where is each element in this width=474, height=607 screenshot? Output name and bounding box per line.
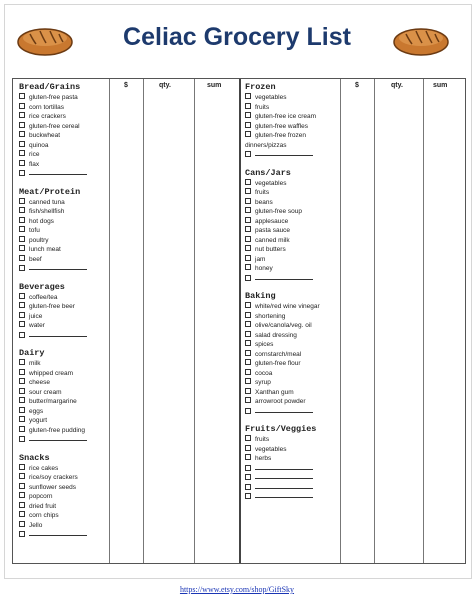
item-label: syrup: [255, 379, 271, 386]
section-fruits-veggies: [245, 424, 320, 502]
column-divider: [109, 79, 110, 563]
checkbox[interactable]: [245, 179, 251, 185]
list-item: [245, 321, 320, 331]
checkbox[interactable]: [245, 397, 251, 403]
list-item: [245, 103, 320, 113]
checkbox[interactable]: [245, 435, 251, 441]
column-divider: [194, 79, 195, 563]
item-label: gluten-free ice cream: [255, 113, 317, 120]
item-label: rice/soy crackers: [29, 474, 78, 481]
section-title: Frozen: [245, 82, 276, 92]
right-column: [245, 79, 320, 502]
left-column: [19, 79, 87, 540]
column-divider: [340, 79, 341, 563]
checkbox[interactable]: [245, 245, 251, 251]
item-label: canned tuna: [29, 198, 65, 206]
checkbox[interactable]: [19, 150, 25, 156]
list-item: [19, 293, 87, 303]
checkbox[interactable]: [19, 103, 25, 109]
item-label: popcorn: [29, 493, 53, 500]
checkbox[interactable]: [19, 93, 25, 99]
sum-header: sum: [433, 82, 448, 89]
checkbox[interactable]: [19, 511, 25, 517]
list-item: [19, 160, 87, 170]
item-label: dried fruit: [29, 502, 57, 510]
checkbox[interactable]: [245, 151, 251, 157]
list-item: [19, 207, 87, 217]
item-label: sunflower seeds: [29, 483, 76, 491]
section-title: Bread/Grains: [19, 82, 81, 92]
qty-header: qty.: [391, 82, 403, 89]
list-item: [19, 388, 87, 398]
item-label: fruits: [255, 103, 270, 111]
item-label: arrowroot powder: [255, 398, 306, 405]
checkbox[interactable]: [245, 255, 251, 261]
item-label: flax: [29, 160, 40, 168]
list-item: [245, 236, 320, 246]
checkbox[interactable]: [245, 312, 251, 318]
checkbox[interactable]: [245, 112, 251, 118]
item-label: tofu: [29, 227, 40, 234]
checkbox[interactable]: [19, 369, 25, 375]
list-item: [245, 198, 320, 208]
checkbox[interactable]: [19, 464, 25, 470]
section-beverages: [19, 282, 87, 341]
list-item: [245, 331, 320, 341]
checkbox[interactable]: [245, 198, 251, 204]
list-item: [19, 245, 87, 255]
list-item: [245, 340, 320, 350]
section-title: Meat/Protein: [19, 186, 81, 197]
checkbox[interactable]: [245, 226, 251, 232]
list-item: [245, 112, 320, 122]
blank-item: [19, 530, 87, 540]
checkbox[interactable]: [245, 350, 251, 356]
item-label: vegetables: [255, 179, 287, 187]
list-item: [245, 397, 320, 407]
write-in-line[interactable]: [29, 435, 87, 441]
item-label: white/red wine vinegar: [255, 303, 320, 310]
checkbox[interactable]: [245, 359, 251, 365]
list-item: [19, 198, 87, 208]
list-item: [245, 245, 320, 255]
checkbox[interactable]: [245, 445, 251, 451]
item-label: salad dressing: [255, 331, 297, 339]
section-title: Dairy: [19, 348, 45, 358]
checkbox[interactable]: [19, 426, 25, 432]
list-item: [19, 502, 87, 512]
item-label: beef: [29, 255, 42, 263]
item-label: milk: [29, 360, 41, 367]
checkbox[interactable]: [19, 531, 25, 537]
item-label: cocoa: [255, 369, 273, 377]
list-table: [12, 78, 466, 564]
list-item: [245, 93, 320, 103]
price-header: $: [355, 82, 359, 89]
list-item: [19, 416, 87, 426]
item-label: cheese: [29, 379, 50, 386]
list-item: [19, 464, 87, 474]
checkbox[interactable]: [19, 397, 25, 403]
list-item: [245, 312, 320, 322]
checkbox[interactable]: [19, 473, 25, 479]
item-label: beans: [255, 198, 273, 206]
item-label: juice: [29, 312, 43, 320]
blank-item: [19, 331, 87, 341]
checkbox[interactable]: [19, 378, 25, 384]
list-item: [245, 350, 320, 360]
checkbox[interactable]: [19, 255, 25, 261]
section-dairy: [19, 348, 87, 445]
item-label: gluten-free pasta: [29, 94, 78, 101]
checkbox[interactable]: [19, 226, 25, 232]
list-item: [19, 473, 87, 483]
item-label: rice: [29, 151, 40, 158]
list-item: [245, 179, 320, 189]
page-title: Celiac Grocery List: [123, 23, 351, 51]
list-item: [19, 122, 87, 132]
item-label: butter/margarine: [29, 398, 77, 405]
list-item: [245, 131, 320, 141]
section-meat-protein: [19, 187, 87, 274]
list-item: [19, 255, 87, 265]
checkbox[interactable]: [245, 378, 251, 384]
list-item: [19, 397, 87, 407]
blank-item: [245, 464, 320, 474]
list-item: [245, 188, 320, 198]
item-label: cornstarch/meal: [255, 350, 302, 358]
list-item: [19, 492, 87, 502]
list-item: [19, 226, 87, 236]
section-title: Fruits/Veggies: [245, 424, 317, 434]
list-item: [245, 369, 320, 379]
checkbox[interactable]: [19, 160, 25, 166]
item-label: gluten-free beer: [29, 303, 75, 310]
checkbox[interactable]: [19, 483, 25, 489]
write-in-line[interactable]: [255, 492, 313, 498]
item-label: rice cakes: [29, 464, 59, 472]
list-item: [19, 378, 87, 388]
checkbox[interactable]: [19, 332, 25, 338]
checkbox[interactable]: [19, 359, 25, 365]
item-label: corn chips: [29, 512, 59, 519]
item-label: quinoa: [29, 141, 49, 149]
checkbox[interactable]: [19, 492, 25, 498]
checkbox[interactable]: [245, 321, 251, 327]
checkbox[interactable]: [245, 207, 251, 213]
list-item: [19, 521, 87, 531]
item-label: eggs: [29, 407, 44, 415]
write-in-line[interactable]: [255, 407, 313, 413]
item-label: dinners/pizzas: [245, 141, 287, 149]
checkbox[interactable]: [245, 264, 251, 270]
list-item: [245, 454, 320, 464]
write-in-line[interactable]: [29, 530, 87, 536]
list-item: [19, 131, 87, 141]
item-label: whipped cream: [29, 369, 74, 377]
section-title: Snacks: [19, 452, 50, 463]
list-item: [245, 226, 320, 236]
item-label: gluten-free soup: [255, 208, 302, 215]
sum-header: sum: [207, 82, 222, 89]
section-frozen: [245, 82, 320, 160]
checkbox[interactable]: [245, 340, 251, 346]
list-item: [19, 312, 87, 322]
list-item: [245, 388, 320, 398]
item-label: gluten-free cereal: [29, 122, 80, 130]
section-baking: [245, 291, 320, 416]
checkbox[interactable]: [19, 236, 25, 242]
blank-item: [245, 473, 320, 483]
list-item: [245, 359, 320, 369]
column-divider: [143, 79, 144, 563]
item-label: olive/canola/veg. oil: [255, 322, 312, 329]
item-label: honey: [255, 265, 273, 272]
item-label: jam: [255, 255, 266, 263]
checkbox[interactable]: [245, 217, 251, 223]
blank-item: [19, 435, 87, 445]
item-label: vegetables: [255, 94, 287, 101]
item-label: gluten-free frozen: [255, 132, 306, 139]
checkbox[interactable]: [245, 408, 251, 414]
list-item: [245, 435, 320, 445]
item-label: gluten-free waffles: [255, 122, 308, 130]
blank-item: [245, 492, 320, 502]
write-in-line[interactable]: [255, 483, 313, 489]
checkbox[interactable]: [19, 122, 25, 128]
blank-item: [19, 169, 87, 179]
item-label: fish/shellfish: [29, 208, 65, 215]
checkbox[interactable]: [19, 265, 25, 271]
item-label: gluten-free pudding: [29, 426, 86, 434]
item-label: water: [29, 322, 45, 329]
blank-item: [245, 274, 320, 284]
list-item: [245, 264, 320, 274]
item-label: fruits: [255, 189, 270, 196]
checkbox[interactable]: [19, 141, 25, 147]
write-in-line[interactable]: [29, 264, 87, 270]
list-item: [19, 407, 87, 417]
checkbox[interactable]: [19, 436, 25, 442]
checkbox[interactable]: [245, 302, 251, 308]
checkbox[interactable]: [19, 131, 25, 137]
list-item: [19, 141, 87, 151]
item-label: coffee/tea: [29, 293, 58, 301]
section-cans-jars: [245, 168, 320, 284]
checkbox[interactable]: [245, 331, 251, 337]
column-divider: [374, 79, 375, 563]
checkbox[interactable]: [19, 217, 25, 223]
checkbox[interactable]: [245, 369, 251, 375]
write-in-line[interactable]: [29, 169, 87, 175]
checkbox[interactable]: [245, 93, 251, 99]
checkbox[interactable]: [19, 207, 25, 213]
list-item: [19, 321, 87, 331]
item-label: spices: [255, 341, 274, 348]
item-label: vegetables: [255, 445, 287, 453]
checkbox[interactable]: [19, 407, 25, 413]
section-bread-grains: [19, 82, 87, 179]
item-label: lunch meat: [29, 246, 61, 253]
checkbox[interactable]: [245, 122, 251, 128]
item-label: applesauce: [255, 217, 289, 225]
item-label: shortening: [255, 312, 286, 320]
center-divider: [239, 79, 241, 563]
checkbox[interactable]: [245, 493, 251, 499]
item-label: Xanthan gum: [255, 388, 294, 396]
item-label: canned milk: [255, 236, 290, 244]
checkbox[interactable]: [245, 465, 251, 471]
list-item: [245, 217, 320, 227]
checkbox[interactable]: [19, 302, 25, 308]
list-item: [19, 426, 87, 436]
item-label: rice crackers: [29, 113, 66, 120]
checkbox[interactable]: [245, 275, 251, 281]
list-item: [245, 255, 320, 265]
checkbox[interactable]: [245, 388, 251, 394]
checkbox[interactable]: [19, 245, 25, 251]
checkbox[interactable]: [19, 321, 25, 327]
checkbox[interactable]: [19, 416, 25, 422]
blank-item: [245, 150, 320, 160]
list-item: [19, 511, 87, 521]
list-item: [19, 369, 87, 379]
list-item: [19, 483, 87, 493]
list-item: [19, 93, 87, 103]
section-title: Baking: [245, 291, 276, 301]
list-item: [245, 122, 320, 132]
checkbox[interactable]: [19, 198, 25, 204]
column-divider: [423, 79, 424, 563]
checkbox[interactable]: [245, 484, 251, 490]
write-in-line[interactable]: [255, 150, 313, 156]
list-item: [245, 302, 320, 312]
list-item: [19, 217, 87, 227]
section-title: Beverages: [19, 281, 65, 292]
shop-link[interactable]: https://www.etsy.com/shop/GiftSky: [179, 585, 295, 594]
checkbox[interactable]: [245, 236, 251, 242]
item-label: yogurt: [29, 417, 48, 424]
checkbox[interactable]: [19, 502, 25, 508]
blank-item: [245, 407, 320, 417]
item-label: corn tortillas: [29, 103, 65, 111]
list-item: [245, 207, 320, 217]
item-label: herbs: [255, 455, 272, 462]
list-item: [245, 445, 320, 455]
list-item: [245, 378, 320, 388]
checkbox[interactable]: [245, 103, 251, 109]
item-label: hot dogs: [29, 217, 54, 225]
section-title: Cans/Jars: [245, 167, 291, 178]
list-item-continuation: [245, 141, 320, 151]
checkbox[interactable]: [19, 112, 25, 118]
item-label: poultry: [29, 236, 49, 244]
item-label: buckwheat: [29, 132, 61, 139]
qty-header: qty.: [159, 82, 171, 89]
checkbox[interactable]: [245, 474, 251, 480]
item-label: fruits: [255, 436, 270, 443]
blank-item: [245, 483, 320, 493]
write-in-line[interactable]: [255, 464, 313, 470]
checkbox[interactable]: [19, 293, 25, 299]
checkbox[interactable]: [19, 521, 25, 527]
write-in-line[interactable]: [255, 473, 313, 479]
item-label: nut butters: [255, 246, 286, 253]
list-item: [19, 103, 87, 113]
list-item: [19, 236, 87, 246]
checkbox[interactable]: [245, 188, 251, 194]
section-snacks: [19, 453, 87, 540]
checkbox[interactable]: [245, 131, 251, 137]
price-header: $: [124, 82, 128, 89]
list-item: [19, 302, 87, 312]
item-label: pasta sauce: [255, 227, 291, 234]
blank-item: [19, 264, 87, 274]
item-label: sour cream: [29, 388, 62, 396]
item-label: gluten-free flour: [255, 360, 301, 367]
item-label: Jello: [29, 521, 43, 529]
checkbox[interactable]: [245, 454, 251, 460]
checkbox[interactable]: [19, 312, 25, 318]
list-item: [19, 359, 87, 369]
list-item: [19, 150, 87, 160]
write-in-line[interactable]: [29, 331, 87, 337]
checkbox[interactable]: [19, 388, 25, 394]
checkbox[interactable]: [19, 170, 25, 176]
list-item: [19, 112, 87, 122]
write-in-line[interactable]: [255, 274, 313, 280]
